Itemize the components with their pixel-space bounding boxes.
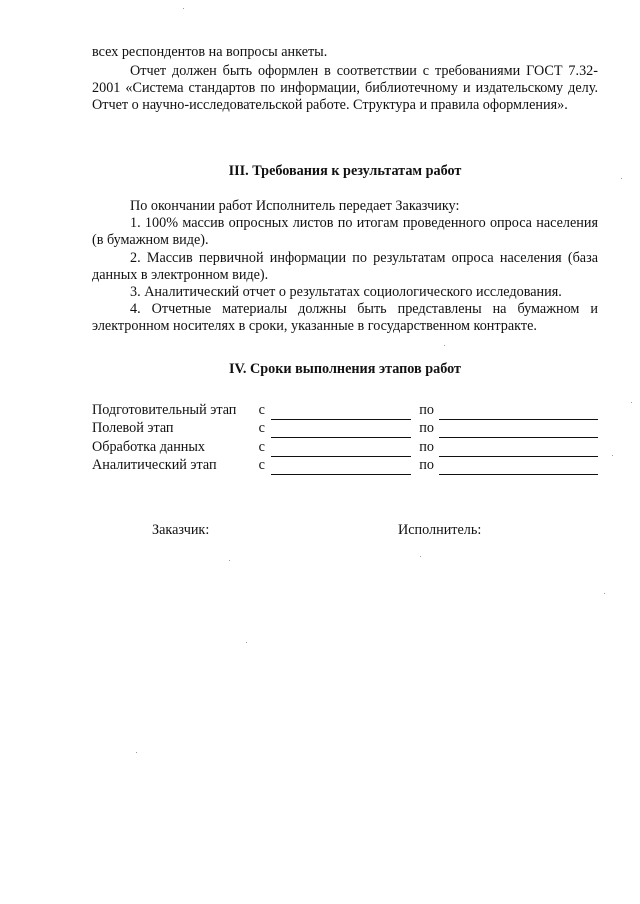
end-date-blank[interactable] [439,438,598,457]
customer-signature-label: Заказчик: [152,522,210,538]
scan-speck [246,642,247,643]
deliverable-item: 3. Аналитический отчет о результатах социологического исследования. [130,284,562,301]
to-label: по [419,420,434,437]
to-label: по [419,438,434,455]
scan-speck [136,752,137,753]
intro-line: всех респондентов на вопросы анкеты. [92,44,328,60]
deliverable-item: 4. Отчетные материалы должны быть представлены на бумажном и электронном носителях в сроки, указанные в государственном контракте. [92,301,598,335]
from-label: с [258,401,265,418]
stage-schedule-table [92,401,598,475]
scan-speck [183,8,184,9]
start-date-blank[interactable] [271,419,412,438]
stage-row [92,456,598,475]
start-date-blank[interactable] [271,456,412,475]
section-3-lead: По окончании работ Исполнитель передает Заказчику: [130,198,460,214]
scan-speck [631,402,632,403]
scan-speck [621,178,622,179]
section-4-title: IV. Сроки выполнения этапов работ [228,361,462,377]
from-label: с [258,457,265,474]
scan-speck [612,455,613,456]
contractor-signature-label: Исполнитель: [398,522,482,538]
section-3-title: III. Требования к результатам работ [228,163,462,179]
from-label: с [258,438,265,455]
stage-row [92,401,598,419]
stage-row [92,419,598,438]
to-label: по [419,457,434,474]
end-date-blank[interactable] [439,401,598,419]
start-date-blank[interactable] [271,438,412,457]
deliverable-item: 1. 100% массив опросных листов по итогам проведенного опроса населения (в бумажном виде). [92,215,598,249]
scan-speck [604,593,605,594]
scan-speck [229,560,230,561]
from-label: с [258,420,265,437]
stage-name: Подготовительный этап [92,401,237,418]
scan-speck [444,345,445,346]
stage-row [92,438,598,457]
to-label: по [419,401,434,418]
end-date-blank[interactable] [439,419,598,438]
scan-speck [420,556,421,557]
start-date-blank[interactable] [271,401,412,419]
end-date-blank[interactable] [439,456,598,475]
section-3-body [92,198,598,336]
deliverable-item: 2. Массив первичной информации по результатам опроса населения (база данных в электронном виде). [92,249,598,283]
stage-name: Аналитический этап [92,457,217,474]
stage-name: Обработка данных [92,438,206,455]
gost-paragraph: Отчет должен быть оформлен в соответствии с требованиями ГОСТ 7.32-2001 «Система стандартов по информации, библиотечному и издательскому делу. Отчет о научно-исследовательской работе. Структура и правила оформления». [92,63,598,114]
stage-name: Полевой этап [92,420,174,437]
